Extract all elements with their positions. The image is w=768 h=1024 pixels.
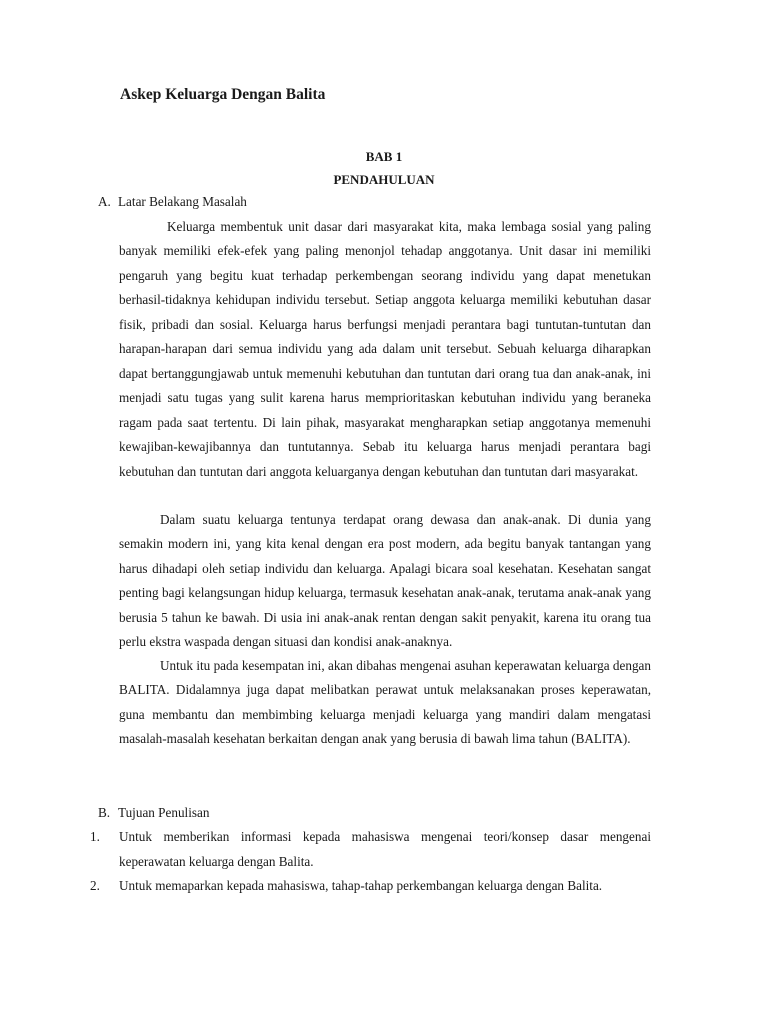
- chapter-title: PENDAHULUAN: [333, 172, 435, 187]
- section-b-title: Tujuan Penulisan: [118, 805, 210, 820]
- section-b-letter: B.: [98, 805, 111, 820]
- document-title: Askep Keluarga Dengan Balita: [120, 86, 326, 103]
- list-item-1-text: Untuk memberikan informasi kepada mahasiswa mengenai teori/konsep dasar mengenai keperawatan keluarga dengan Balita.: [119, 829, 651, 869]
- section-a-heading: [98, 194, 247, 210]
- list-item-1: [90, 825, 651, 874]
- chapter-number: BAB 1: [365, 149, 403, 164]
- section-a-title: Latar Belakang Masalah: [118, 194, 247, 209]
- paragraph-3: Untuk itu pada kesempatan ini, akan dibahas mengenai asuhan keperawatan keluarga dengan BALITA. Didalamnya juga dapat melibatkan perawat untuk melaksanakan proses keperawatan, guna membantu dan membimbing keluarga menjadi keluarga yang mandiri dalam mengatasi masalah-masalah kesehatan berkaitan dengan anak yang berusia di bawah lima tahun (BALITA).: [119, 658, 651, 747]
- list-item-2-number: 2.: [90, 878, 100, 893]
- list-item-2-text: Untuk memaparkan kepada mahasiswa, tahap-tahap perkembangan keluarga dengan Balita.: [119, 878, 603, 893]
- list-item-2: [90, 874, 651, 899]
- section-b-heading: [98, 805, 209, 821]
- list-item-1-number: 1.: [90, 829, 100, 844]
- paragraph-1: Keluarga membentuk unit dasar dari masyarakat kita, maka lembaga sosial yang paling banyak memiliki efek-efek yang paling menonjol tehadap anggotanya. Unit dasar ini memiliki pengaruh yang begitu kuat terhadap perkembengan seorang individu yang dapat menetukan berhasil-tidaknya kehidupan individu tersebut. Setiap anggota keluarga memiliki kebutuhan dasar fisik, pribadi dan sosial. Keluarga harus berfungsi menjadi perantara bagi tuntutan-tuntutan dan harapan-harapan dari semua individu yang ada dalam unit tersebut. Sebuah keluarga diharapkan dapat bertanggungjawab untuk memenuhi kebutuhan dan tuntutan dari orang tua dan anak-anak, ini menjadi satu tugas yang sulit karena harus memprioritaskan kebutuhan individu yang beraneka ragam pada saat tertentu. Di lain pihak, masyarakat mengharapkan setiap anggotanya memenuhi kewajiban-kewajibannya dan tuntutannya. Sebab itu keluarga harus menjadi perantara bagi kebutuhan dan tuntutan dari anggota keluarganya dengan kebutuhan dan tuntutan dari masyarakat.: [119, 219, 651, 479]
- section-a-letter: A.: [98, 194, 111, 209]
- paragraph-2: Dalam suatu keluarga tentunya terdapat orang dewasa dan anak-anak. Di dunia yang semakin modern ini, yang kita kenal dengan era post modern, ada begitu banyak tantangan yang harus dihadapi oleh setiap individu dan keluarga. Apalagi bicara soal kesehatan. Kesehatan sangat penting bagi kelangsungan hidup keluarga, termasuk kesehatan anak-anak, terutama anak-anak yang berusia 5 tahun ke bawah. Di usia ini anak-anak rentan dengan sakit penyakit, karena itu orang tua perlu ekstra waspada dengan situasi dan kondisi anak-anaknya.: [119, 512, 651, 650]
